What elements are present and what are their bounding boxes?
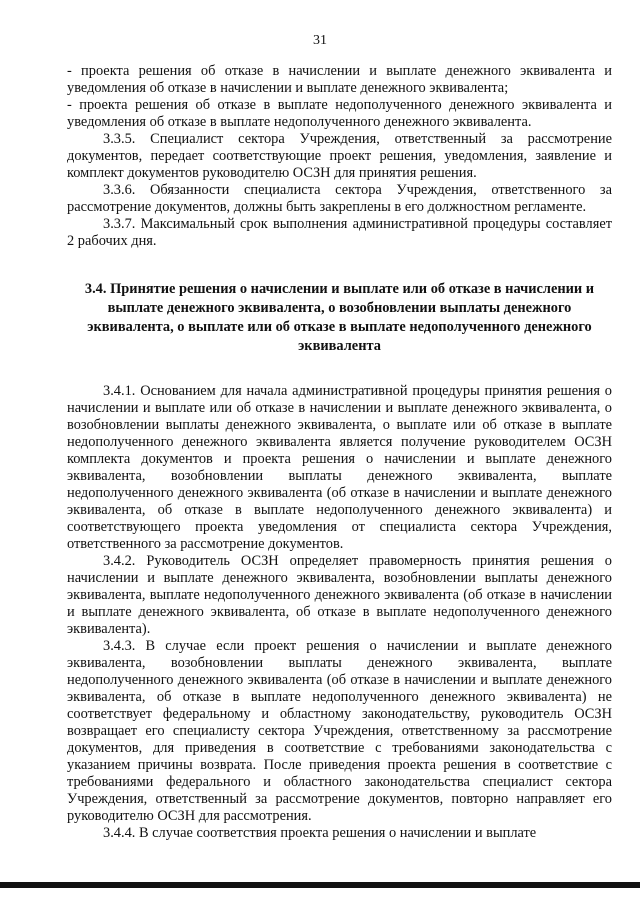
document-body — [67, 63, 612, 842]
paragraphs-top — [67, 63, 612, 250]
section-heading: 3.4. Принятие решения о начислении и выплате или об отказе в начислении и выплате денежного эквивалента, о возобновлении выплаты денежного эквивалента, о выплате или об отказе в выплате недополученного денежного эквивалента — [84, 281, 595, 354]
paragraph: 3.3.7. Максимальный срок выполнения административной процедуры составляет 2 рабочих дня. — [67, 216, 612, 249]
paragraph: - проекта решения об отказе в выплате недополученного денежного эквивалента и уведомления об отказе в выплате недополученного денежного эквивалента. — [67, 97, 612, 130]
paragraph: 3.3.6. Обязанности специалиста сектора Учреждения, ответственного за рассмотрение документов, должны быть закреплены в его должностном регламенте. — [67, 182, 612, 215]
paragraph: 3.4.3. В случае если проект решения о начислении и выплате денежного эквивалента, возобновлении выплаты денежного эквивалента, выплате недополученного денежного эквивалента (об отказе в начислении и выплате денежного эквивалента, об отказе в выплате недополученного денежного эквивалента) не соответствует федеральному и областному законодательству, руководитель ОСЗН возвращает его специалисту сектора Учреждения, ответственному за рассмотрение документов, для приведения в соответствие с требованиями законодательства с указанием причины возврата. После приведения проекта решения в соответствие с требованиями федерального и областного законодательства специалист сектора Учреждения, ответственный за рассмотрение документов, повторно направляет его руководителю ОСЗН для рассмотрения. — [67, 638, 612, 824]
paragraph: 3.3.5. Специалист сектора Учреждения, ответственный за рассмотрение документов, передает соответствующие проект решения, уведомления, заявление и комплект документов руководителю ОСЗН для принятия решения. — [67, 131, 612, 181]
page-number: 31 — [313, 33, 327, 48]
paragraphs-bottom — [67, 383, 612, 842]
paragraph: 3.4.4. В случае соответствия проекта решения о начислении и выплате — [103, 825, 537, 841]
paragraph: 3.4.2. Руководитель ОСЗН определяет правомерность принятия решения о начислении и выплате денежного эквивалента, возобновлении выплаты денежного эквивалента, выплате недополученного денежного эквивалента (об отказе в начислении и выплате денежного эквивалента, об отказе в выплате недополученного денежного эквивалента). — [67, 553, 612, 637]
paragraph: 3.4.1. Основанием для начала административной процедуры принятия решения о начислении и выплате или об отказе в начислении и выплате денежного эквивалента, о возобновлении выплаты денежного эквивалента, о выплате или об отказе в выплате недополученного денежного эквивалента является получение руководителем ОСЗН комплекта документов и проекта решения о начислении и выплате денежного эквивалента, возобновлении выплаты денежного эквивалента, выплате недополученного денежного эквивалента (об отказе в начислении и выплате денежного эквивалента, об отказе в выплате недополученного денежного эквивалента) и соответствующего проекта уведомления от специалиста сектора Учреждения, ответственного за рассмотрение документов. — [67, 383, 612, 552]
page-bottom-border — [0, 882, 640, 888]
paragraph: - проекта решения об отказе в начислении и выплате денежного эквивалента и уведомления об отказе в начислении и выплате денежного эквивалента; — [67, 63, 612, 96]
